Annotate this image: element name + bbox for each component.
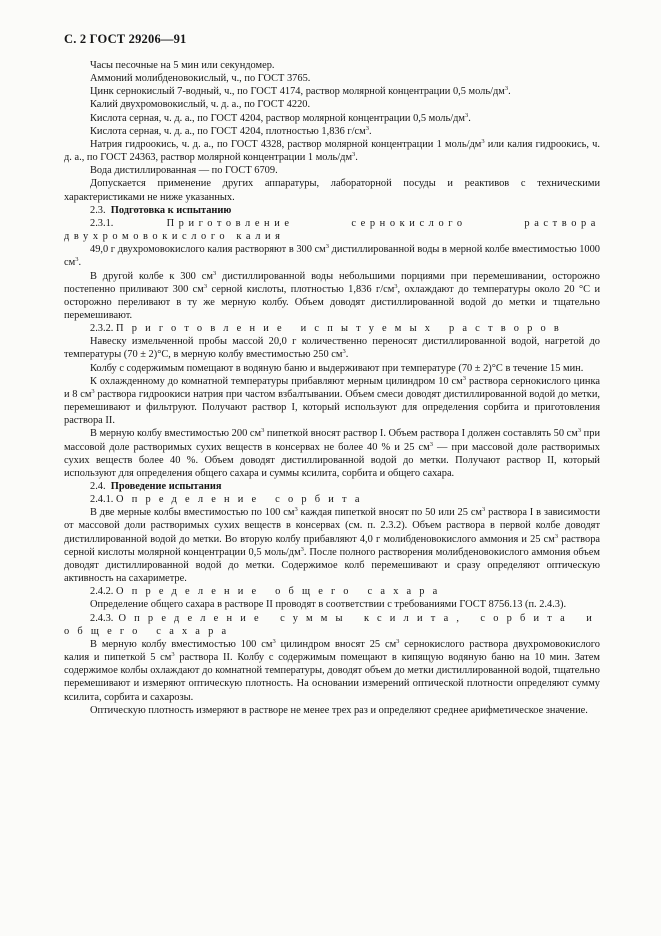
paragraph: Оптическую плотность измеряют в растворе не менее трех раз и определяют среднее арифметическое значение. <box>90 704 588 716</box>
paragraph: Колбу с содержимым помещают в водяную баню и выдерживают при температуре (70 ± 2)°С в течение 15 мин. <box>90 362 584 374</box>
section-number: 2.4. <box>90 481 106 492</box>
section-title: Определение суммы ксилита, сорбита и общего сахара <box>64 612 600 637</box>
section-heading-2-3 <box>64 204 600 217</box>
section-heading-2-4-2 <box>64 585 600 598</box>
section-heading-2-3-2 <box>64 322 600 335</box>
paragraph: Калий двухромовокислый, ч. д. а., по ГОСТ 4220. <box>90 99 311 111</box>
section-number: 2.4.2. <box>90 586 114 598</box>
section-title: Приготовление испытуемых растворов <box>116 323 568 335</box>
paragraph: Часы песочные на 5 мин или секундомер. <box>90 60 275 71</box>
paragraph: Цинк сернокислый 7-водный, ч., по ГОСТ 4174, раствор молярной концентрации 0,5 моль/$дм^3$. <box>90 85 511 98</box>
section-heading-2-4-3 <box>64 612 600 638</box>
section-heading-2-4-1 <box>64 493 600 506</box>
section-title: Подготовка к испытанию <box>110 204 232 216</box>
page-header: С. 2 ГОСТ 29206—91 <box>64 32 187 46</box>
paragraph: В мерную колбу вместимостью 200 $см^3$ пипеткой вносят раствор I. Объем раствора I должен составлять 50 $см^3$ при массовой доле растворимых сухих веществ в консервах не более 40 % и 25 $см^3$ — при массовой доле растворимых сухих веществ более 40 %. Объем доводят дистиллированной водой до метки. Получают раствор II, который используют для определения общего сахара и суммы ксилита, сорбита и общего сахара. <box>64 427 600 479</box>
paragraph: В другой колбе к 300 $см^3$ дистиллированной воды небольшими порциями при перемешивании, осторожно постепенно приливают 300 $см^3$ серной кислоты, плотностью 1,836 $г/см^3$, охлаждают до температуры около 20 °С и осторожно переливают в ту же мерную колбу. Объем доводят дистиллированной водой до метки и тщательно перемешивают. <box>64 269 601 321</box>
paragraph: К охлажденному до комнатной температуры прибавляют мерным цилиндром 10 $см^3$ раствора сернокислого цинка и 8 $см^3$ раствора гидроокиси натрия при частом взбалтывании. Объем смеси доводят дистиллированной водой до метки, перемешивают и фильтруют. Получают раствор I, который используют для определения сорбита и приготовления раствора II. <box>64 374 600 427</box>
paragraph: Определение общего сахара в растворе II проводят в соответствии с требованиями ГОСТ 8756.13 (п. 2.4.3). <box>90 599 567 611</box>
section-title: Приготовление сернокислого раствора двухромовокислого калия <box>64 217 600 243</box>
section-number: 2.3.2. <box>90 323 114 335</box>
paragraph: В две мерные колбы вместимостью по 100 $см^3$ каждая пипеткой вносят по 50 или 25 $см^3$ раствора I в зависимости от массовой доли растворимых сухих веществ в консервах (см. п. 2.3.2). Объем раствора в первой колбе доводят дистиллированной водой до метки. Во вторую колбу прибавляют 4,0 г молибденовокислого аммония и 25 $см^3$ раствора серной кислоты молярной концентрации 0,5 моль/$дм^3$. После полного растворения молибденовокислого аммония объем доводят дистиллированной водой до метки. Содержимое колб перемешивают и сразу определяют оптическую активность на сахариметре. <box>64 506 601 585</box>
paragraph: Навеску измельченной пробы массой 20,0 г количественно переносят дистиллированной водой, нагретой до температуры (70 ± 2)°С, в мерную колбу вместимостью 250 $см^3$. <box>64 336 600 361</box>
section-title: Проведение испытания <box>110 481 222 492</box>
section-number: 2.4.3. <box>90 612 114 624</box>
paragraph: Натрия гидроокись, ч. д. а., по ГОСТ 4328, раствор молярной концентрации 1 моль/$дм^3$ или калия гидроокись, ч. д. а., по ГОСТ 24363, раствор молярной концентрации 1 моль/$дм^3$. <box>64 137 600 164</box>
section-number: 2.4.1. <box>90 494 114 506</box>
document-body <box>64 59 600 717</box>
paragraph: Вода дистиллированная — по ГОСТ 6709. <box>90 165 278 177</box>
section-number: 2.3.1. <box>90 217 114 229</box>
paragraph: Кислота серная, ч. д. а., по ГОСТ 4204, плотностью 1,836 $г/см^3$. <box>90 124 372 137</box>
paragraph: 49,0 г двухромовокислого калия растворяют в 300 $см^3$ дистиллированной воды в мерной колбе вместимостью 1000 $см^3$. <box>64 243 600 269</box>
paragraph: Допускается применение других аппаратуры, лабораторной посуды и реактивов с техническими характеристиками не ниже указанных. <box>64 178 600 203</box>
paragraph: Кислота серная, ч. д. а., по ГОСТ 4204, раствор молярной концентрации 0,5 моль/$дм^3$. <box>90 111 471 124</box>
section-heading-2-3-1 <box>64 217 600 243</box>
section-heading-2-4 <box>64 480 600 493</box>
section-title: Определение сорбита <box>116 494 368 506</box>
section-title: Определение общего сахара <box>116 586 446 598</box>
paragraph: Аммоний молибденовокислый, ч., по ГОСТ 3765. <box>90 73 311 85</box>
paragraph: В мерную колбу вместимостью 100 $см^3$ цилиндром вносят 25 $см^3$ сернокислого раствора двухромовокислого калия и пипеткой 5 $см^3$ раствора II. Колбу с содержимым помещают в кипящую водяную баню на 10 мин. Затем содержимое колбы охлаждают до комнатной температуры, доводят объем до метки дистиллированной водой, тщательно перемешивают и измеряют оптическую плотность. На основании измерений оптической плотности определяют сумму ксилита, сорбита и сахарозы. <box>64 637 600 703</box>
section-number: 2.3. <box>90 204 106 216</box>
